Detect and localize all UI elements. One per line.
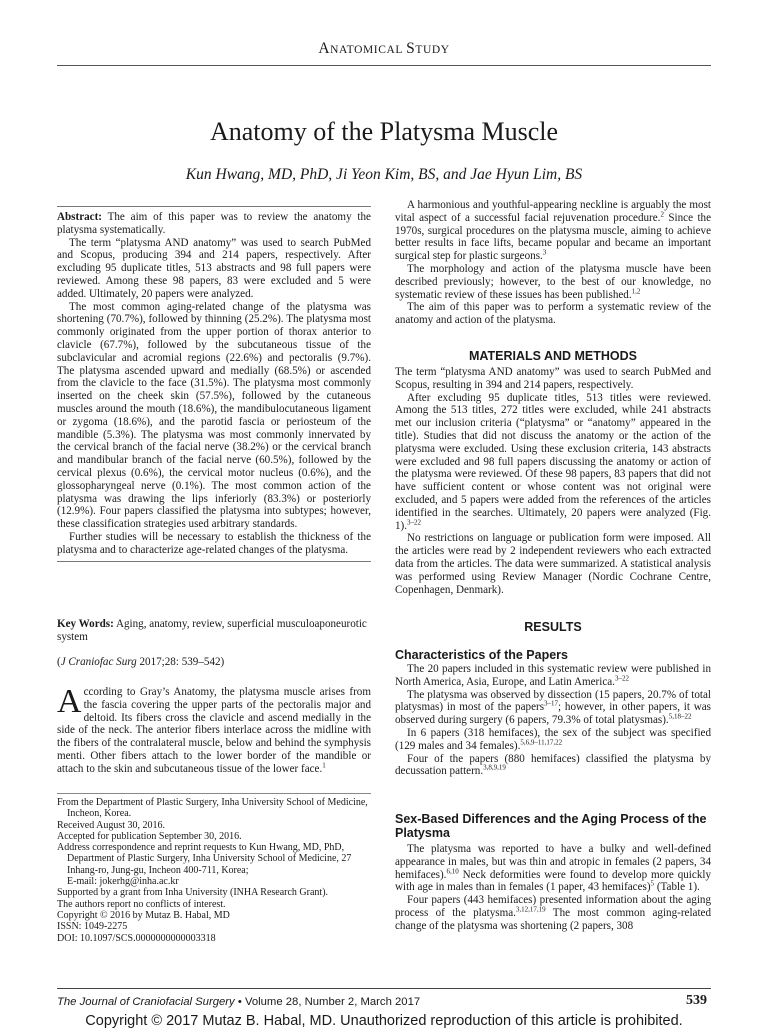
results-paragraph: The platysma was observed by dissection (15 papers, 20.7% of total platysmas) in most of the papers$^{3-17}$; however, in other papers, it was observed during surgery (6 papers, 79.3% of total platysmas).$^{5,18-22}$	[395, 688, 711, 727]
abstract-paragraph: Further studies will be necessary to establish the thickness of the platysma and to characterize age-related changes of the platysma.	[57, 530, 371, 556]
characteristics-section	[395, 663, 711, 778]
results-paragraph: Four papers (443 hemifaces) presented information about the aging process of the platysma.$^{3,12,17,19}$ The most common aging-related change of the platysma was shortening (2 papers, 308	[395, 894, 711, 932]
abstract-label: Abstract:	[57, 211, 102, 223]
results-paragraph: The platysma was reported to have a bulky and well-defined appearance in males, but was thin and atropic in females (2 papers, 34 hemifaces).$^{6,10}$ Neck deformities were found to develop more quickly with age in males than in females (1 paper, 43 hemifaces)$^5$ (Table 1).	[395, 843, 711, 894]
footnote-rule	[57, 793, 371, 794]
results-paragraph: The 20 papers included in this systematic review were published in North America, Asia, Europe, and Latin America.$^{3-22}$	[395, 663, 711, 688]
header-rule	[57, 65, 711, 66]
footnotes	[57, 797, 371, 944]
abstract-paragraph: The term “platysma AND anatomy” was used to search PubMed and Scopus, producing 394 and 214 papers, respectively. After excluding 95 duplicate titles, 513 abstracts and 98 full papers were reviewed. Among these 98 papers, 83 were excluded and 5 were added. Ultimately, 20 papers were analyzed.	[57, 236, 371, 300]
keywords: Key Words: Aging, anatomy, review, superficial musculoaponeurotic system	[57, 618, 367, 643]
footnote-accepted: Accepted for publication September 30, 2016.	[57, 830, 242, 842]
results-paragraph: Four of the papers (880 hemifaces) classified the platysma by decussation pattern.$^{3,8,9,19}$	[395, 752, 711, 778]
article-title: Anatomy of the Platysma Muscle	[209, 117, 559, 146]
footnote-copyright: Copyright © 2016 by Mutaz B. Habal, MD	[57, 909, 230, 921]
methods-paragraph: No restrictions on language or publication form were imposed. All the articles were read by 2 independent reviewers who each extracted data from the articles. The data were summarized. A statistical analysis was performed using Review Manager (Nordic Cochrane Centre, Copenhagen, Denmark).	[395, 532, 711, 596]
sex-aging-heading: Sex-Based Differences and the Aging Process of the Platysma	[395, 812, 707, 840]
page-number: 539	[686, 993, 707, 1008]
characteristics-heading: Characteristics of the Papers	[395, 648, 568, 662]
intro-paragraph: The aim of this paper was to perform a systematic review of the anatomy and action of the platysma.	[395, 301, 711, 327]
citation: (J Craniofac Surg 2017;28: 539–542)	[57, 656, 225, 668]
section-heading: ANATOMICAL STUDY	[318, 40, 450, 57]
sex-aging-section	[395, 843, 711, 933]
footnote-doi: DOI: 10.1097/SCS.0000000000003318	[57, 932, 216, 944]
copyright-notice: Copyright © 2017 Mutaz B. Habal, MD. Unauthorized reproduction of this article is prohibited.	[85, 1013, 683, 1029]
methods-paragraph: The term “platysma AND anatomy” was used to search PubMed and Scopus, resulting in 394 and 214 papers, respectively.	[395, 366, 711, 391]
footnote-issn: ISSN: 1049-2275	[57, 921, 128, 933]
footnote-grant: Supported by a grant from Inha University (INHA Research Grant).	[57, 887, 329, 899]
footnote-affiliation: From the Department of Plastic Surgery, Inha University School of Medicine, Incheon, Korea.	[57, 797, 368, 820]
footnote-received: Received August 30, 2016.	[57, 819, 166, 831]
intro-paragraph: The morphology and action of the platysma muscle have been described previously; however, to the best of our knowledge, no systematic review of these issues has been published.$^{1,2}$	[395, 262, 711, 301]
footer-rule	[57, 988, 711, 989]
author-list: Kun Hwang, MD, PhD, Ji Yeon Kim, BS, and Jae Hyun Lim, BS	[185, 166, 583, 183]
footnote-conflicts: The authors report no conflicts of interest.	[57, 898, 226, 910]
methods-heading: MATERIALS AND METHODS	[468, 349, 638, 363]
footnote-email: E-mail: jokerhg@inha.ac.kr	[67, 876, 179, 888]
abstract-paragraph: The most common aging-related change of the platysma was shortening (70.7%), followed by thinning (25.2%). The platysma most commonly originated from the upper portion of thorax anterior to clavicle (67.7%), followed by the subcutaneous tissue of the subclavicular and acromial regions (22.6%) and pectoralis (9.7%). The platysma ascended upward and medially (68.5%) or ascended from the clavicle to the face (31.5%). The platysma most commonly inserted on the cheek skin (57.5%), followed by the cutaneous muscles around the mouth (18.6%), the mandibulocutaneous ligament or zygoma (18.6%), and the parotid fascia or periosteum of the mandible (5.3%). The platysma was most commonly innervated by the cervical branch of the facial nerve (38.2%) or the cervical branch and mandibular branch of the facial nerve (60.5%), followed by the cervical plexus (0.6%), the cervical motor nucleus (0.6%), and the glossopharyngeal nerve (0.1%). The most common action of the platysma was drawing the lips inferiorly (83.3%) or posteriorly (12.9%). Four papers classified the platysma into subtypes; however, these classification strategies used arbitrary standards.	[57, 300, 371, 531]
methods-paragraph: After excluding 95 duplicate titles, 513 titles were reviewed. Among the 513 titles, 272 titles were excluded, while 241 abstracts met our inclusion criteria (“platysma” or “anatomy” appeared in the title). Studies that did not discuss the anatomy or the action of the platysma were excluded. Using these exclusion criteria, 143 abstracts were excluded and 98 full papers discussing the anatomy or action of the platysma were reviewed. Of these 98 papers, 83 papers that did not have sufficient content or whose content was not original were excluded, and 5 papers were added from the references of the articles identified in the searches. Ultimately, 20 papers were analyzed (Fig. 1).$^{3-22}$	[395, 391, 711, 532]
intro-paragraph: A harmonious and youthful-appearing neckline is arguably the most vital aspect of a successful facial rejuvenation procedure.$^2$ Since the 1970s, surgical procedures on the platysma muscle, aiming to achieve better results in face lifts, became popular and became an important surgical step for plastic surgeons.$^3$	[395, 199, 712, 263]
intro-right	[395, 199, 711, 327]
results-paragraph: In 6 papers (318 hemifaces), the sex of the subject was specified (129 males and 34 females).$^{5,6,9-11,17,22}$	[395, 726, 711, 752]
abstract: Abstract: The aim of this paper was to review the anatomy the platysma systematically. The term “platysma AND anatomy” was used to search PubMed and Scopus, producing 394 and 214 papers, respectively. After excluding 95 duplicate titles, 513 abstracts and 98 full papers were reviewed. Among these 98 papers, 83 were excluded and 5 were added. Ultimately, 20 papers were analyzed. The most common aging-related change of the platysma was shortening (70.7%), followed by thinning (25.2%). The platysma most commonly originated from the upper portion of thorax anterior to clavicle (67.7%), followed by the subcutaneous tissue of the subclavicular and acromial regions (22.6%) and pectoralis (9.7%). The platysma ascended upward and medially (68.5%) or ascended from the clavicle to the face (31.5%). The platysma most commonly inserted on the cheek skin (57.5%), followed by the cutaneous muscles around the mouth (18.6%), the mandibulocutaneous ligament or zygoma (18.6%), and the parotid fascia or periosteum of the mandible (5.3%). The platysma was most commonly innervated by the cervical branch of the facial nerve (38.2%) or the cervical branch and mandibular branch of the facial nerve (60.5%), followed by the cervical plexus (0.6%), the cervical motor nucleus (0.6%), and the glossopharyngeal nerve (0.1%). The most common action of the platysma was drawing the lips inferiorly (83.3%) or posteriorly (12.9%). Four papers classified the platysma into subtypes; however, these classification strategies used arbitrary standards. Further studies will be necessary to establish the thickness of the platysma and to characterize age-related changes of the platysma.	[57, 206, 371, 562]
results-heading: RESULTS	[524, 620, 582, 634]
intro-paragraph: According to Gray’s Anatomy, the platysma muscle arises from the fascia covering the upper parts of the pectoralis major and deltoid. Its fibers cross the clavicle and ascend medially in the side of the neck. The anterior fibers interlace across the midline with the fibers of the contralateral muscle, below and behind the symphysis menti. Other fibers attach to the lower border of the mandible or attach to the skin and subcutaneous tissue of the lower face.$^1$	[57, 683, 371, 775]
drop-cap: A	[57, 683, 82, 720]
journal-footer: The Journal of Craniofacial Surgery • Volume 28, Number 2, March 2017	[57, 996, 421, 1008]
footnote-address: Address correspondence and reprint requests to Kun Hwang, MD, PhD, Department of Plastic Surgery, Inha University School of Medicine, 27 Inhang-ro, Jung-gu, Incheon 400-711, Korea;	[57, 842, 352, 876]
methods-section	[395, 366, 711, 596]
